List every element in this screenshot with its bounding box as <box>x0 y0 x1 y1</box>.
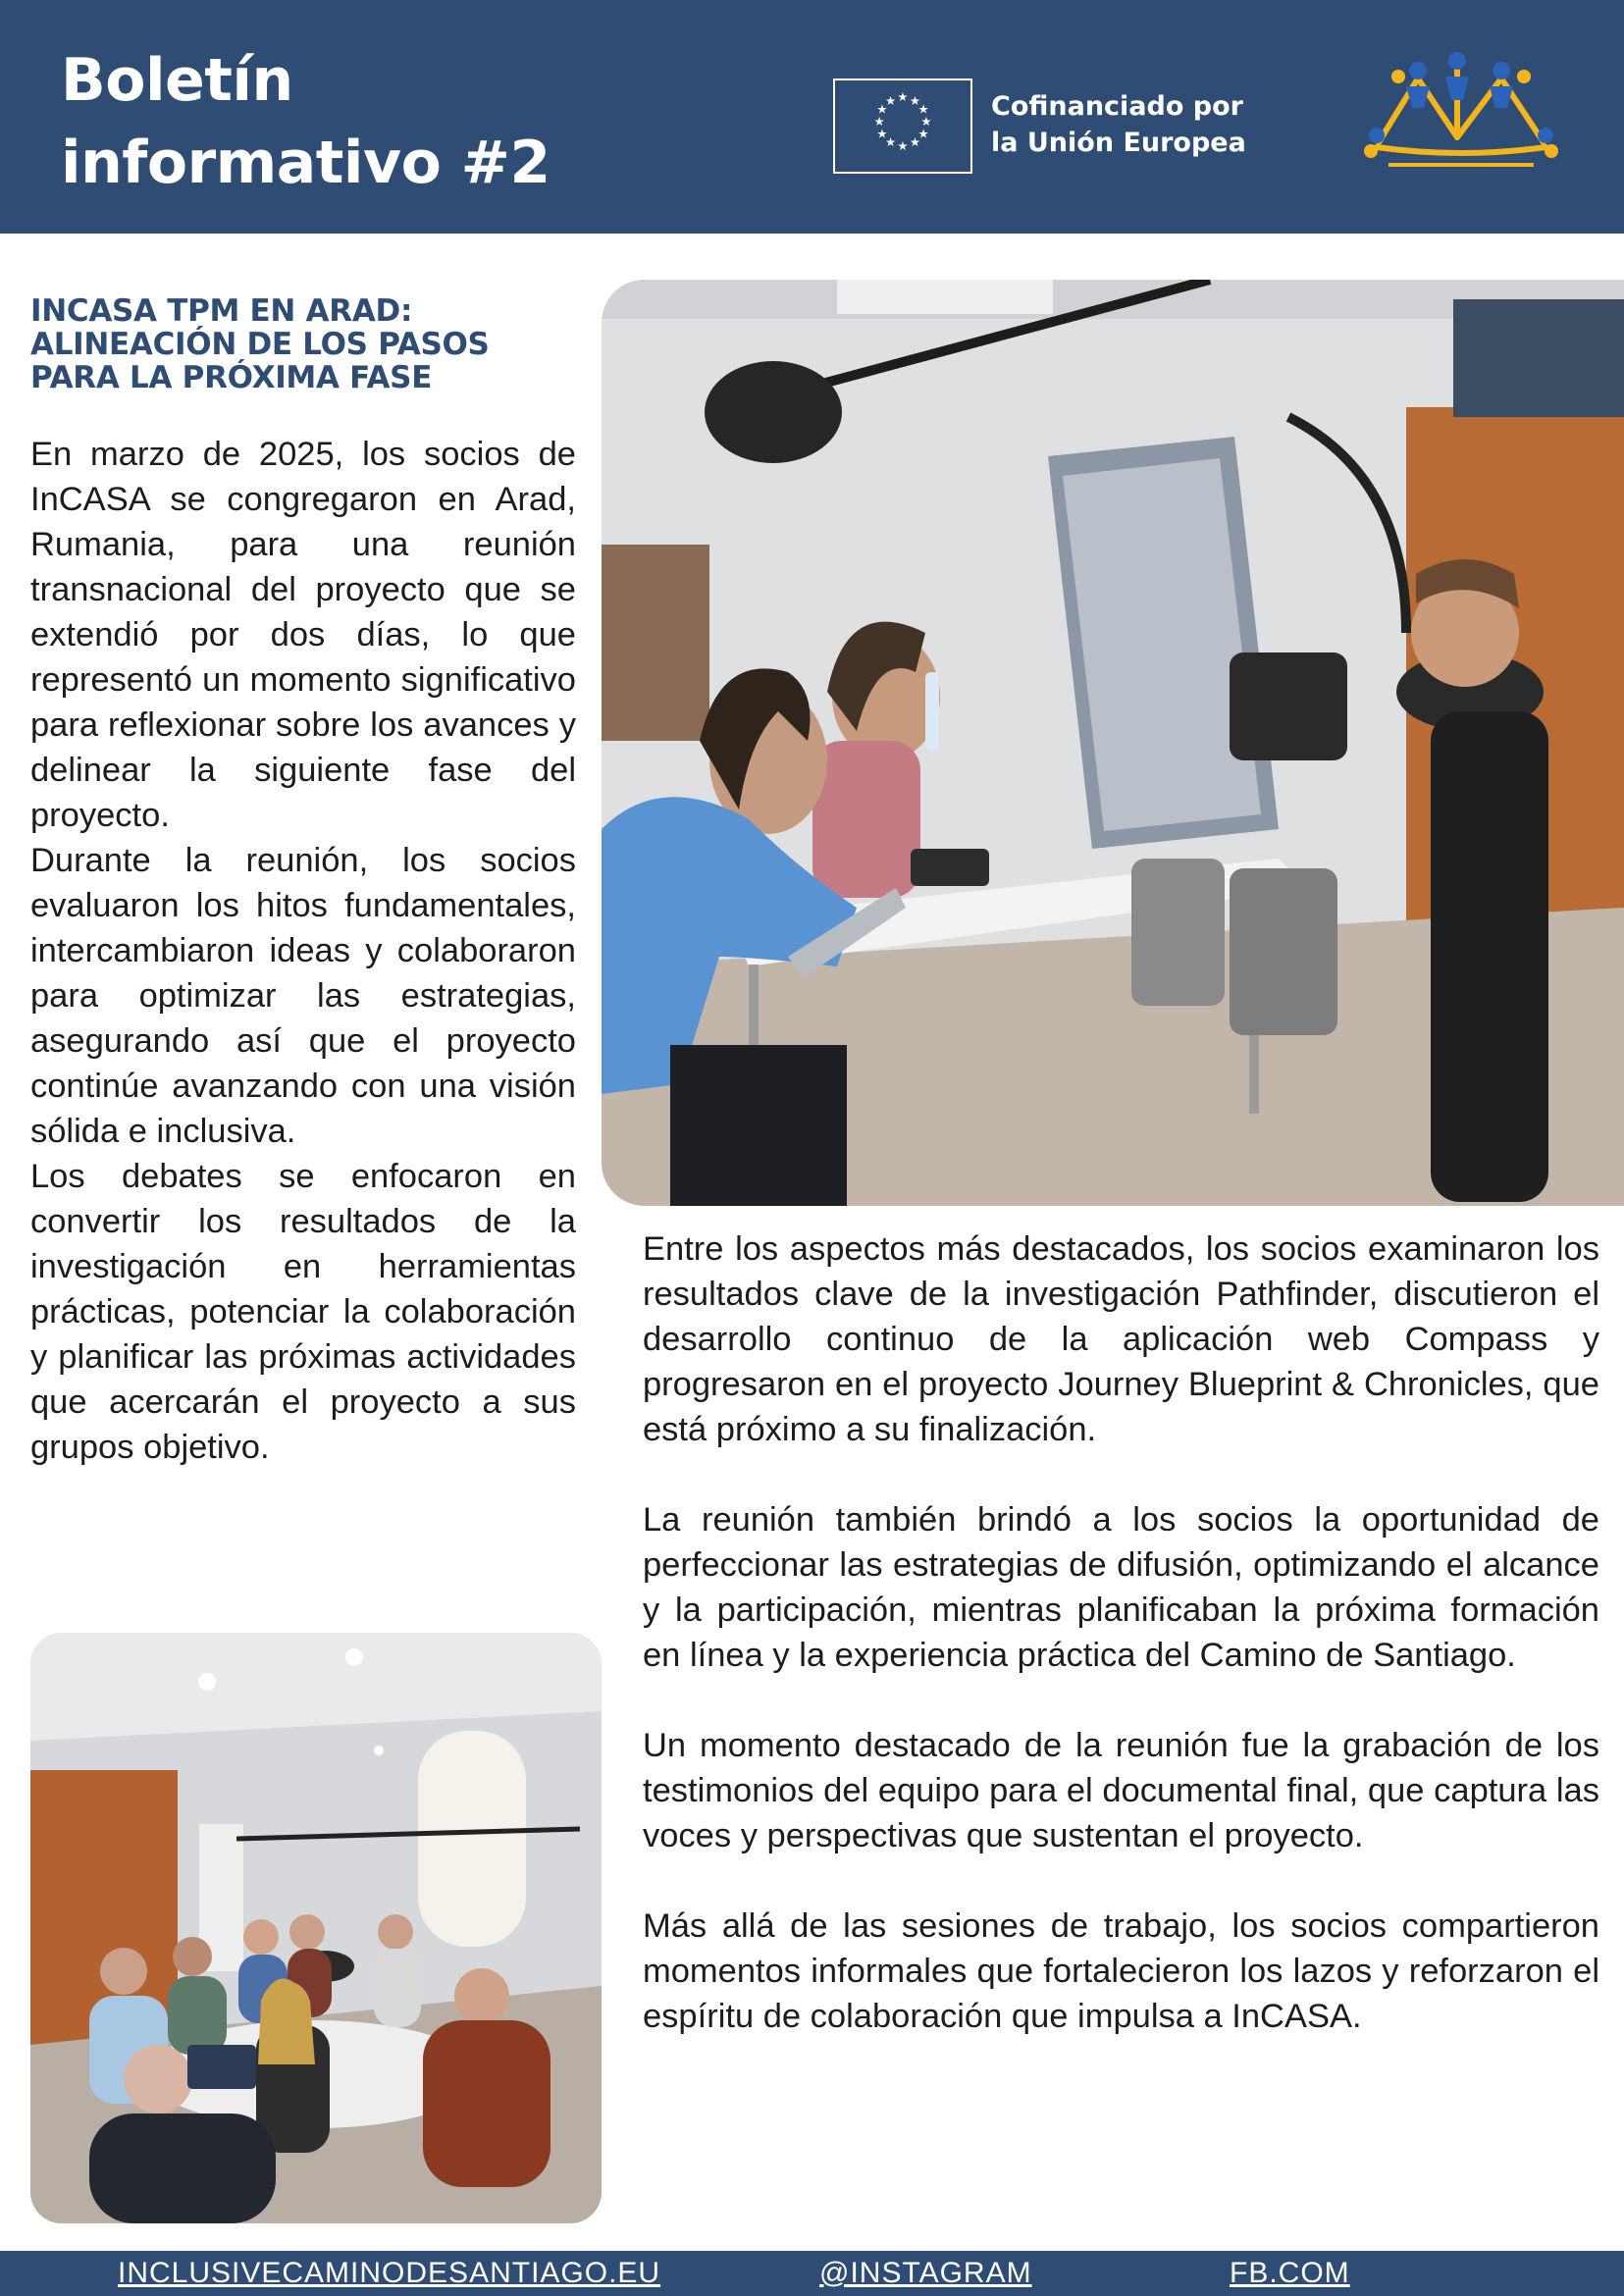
article-left-column <box>30 432 576 1470</box>
eu-flag-icon <box>833 78 972 174</box>
facebook-link[interactable]: FB.COM <box>1230 2257 1350 2289</box>
article-paragraph: En marzo de 2025, los socios de InCASA se congregaron en Arad, Rumania, para una reunión transnacional del proyecto que se extendió por dos días, lo que representó un momento significativo para reflexionar sobre los avances y delinear la siguiente fase del proyecto. <box>30 436 576 834</box>
svg-text:★: ★ <box>884 92 897 108</box>
article-title-line: PARA LA PRÓXIMA FASE <box>30 360 433 395</box>
article-paragraph: Los debates se enfocaron en convertir los resultados de la investigación en herramientas prácticas, potenciar la colaboración y planificar las próximas actividades que acercarán el proyecto a sus grupos objetivo. <box>30 1158 576 1466</box>
group-meeting-photo <box>30 1633 602 2223</box>
article-paragraph: Un momento destacado de la reunión fue la grabación de los testimonios del equipo para el documental final, que captura las voces y perspectivas que sustentan el proyecto. <box>643 1727 1599 1854</box>
svg-text:★: ★ <box>917 126 929 141</box>
filming-photo <box>602 280 1624 1206</box>
newsletter-title <box>61 39 550 204</box>
svg-text:★: ★ <box>884 134 897 150</box>
eu-label-line: la Unión Europea <box>991 128 1246 158</box>
article-title-line: ALINEACIÓN DE LOS PASOS <box>30 327 490 362</box>
header-band <box>0 0 1624 234</box>
eu-label-line: Cofinanciado por <box>991 91 1243 122</box>
article-paragraph: Más allá de las sesiones de trabajo, los socios compartieron momentos informales que fortalecieron los lazos y reforzaron el espíritu de colaboración que impulsa a InCASA. <box>643 1907 1599 2035</box>
svg-text:★: ★ <box>876 101 888 117</box>
svg-text:★: ★ <box>876 126 888 141</box>
article-paragraph: Entre los aspectos más destacados, los socios examinaron los resultados clave de la investigación Pathfinder, discutieron el desarrollo continuo de la aplicación web Compass y progresaron en el proyecto Journey Blueprint & Chronicles, que está próximo a su finalización. <box>643 1230 1599 1448</box>
article-title <box>30 294 580 394</box>
article-paragraph: La reunión también brindó a los socios la oportunidad de perfeccionar las estrategias de difusión, optimizando el alcance y la participación, mientras planificaban la próxima formación en línea y la experiencia práctica del Camino de Santiago. <box>643 1501 1599 1674</box>
incasa-logo-icon <box>1359 49 1563 188</box>
footer-band <box>0 2251 1624 2296</box>
svg-text:★: ★ <box>873 114 885 130</box>
article-title-line: INCASA TPM EN ARAD: <box>30 293 413 329</box>
newsletter-title-line: Boletín <box>61 46 293 115</box>
svg-text:★: ★ <box>920 114 932 130</box>
website-link[interactable]: INCLUSIVECAMINODESANTIAGO.EU <box>118 2257 661 2289</box>
instagram-link[interactable]: @INSTAGRAM <box>819 2257 1032 2289</box>
svg-text:★: ★ <box>897 89 909 105</box>
svg-text:★: ★ <box>909 134 921 150</box>
article-right-column <box>643 1226 1599 2039</box>
svg-text:★: ★ <box>897 137 909 153</box>
svg-text:★: ★ <box>917 101 929 117</box>
newsletter-title-line: informativo #2 <box>61 129 550 197</box>
eu-cofunding-label <box>991 88 1246 161</box>
svg-text:★: ★ <box>909 92 921 108</box>
article-paragraph: Durante la reunión, los socios evaluaron los hitos fundamentales, intercambiaron ideas y colaboraron para optimizar las estrategias, asegurando así que el proyecto continúe avanzando con una visión sólida e inclusiva. <box>30 842 576 1150</box>
